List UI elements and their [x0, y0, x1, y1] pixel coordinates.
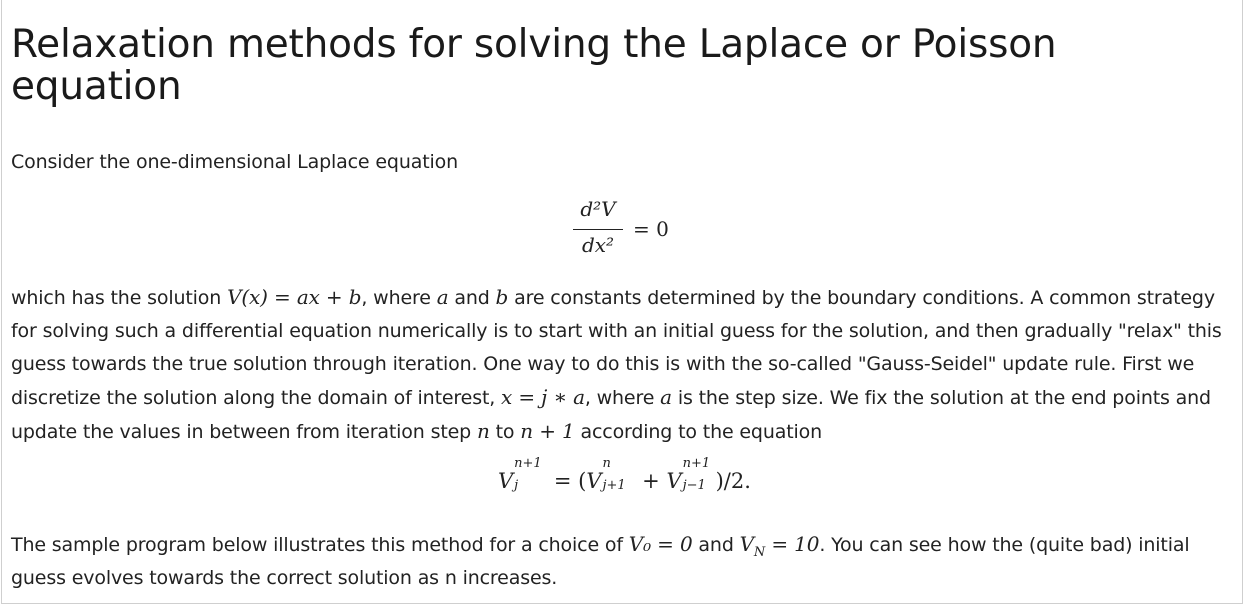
intro-paragraph: Consider the one-dimensional Laplace equation: [11, 151, 458, 173]
notebook-cell: [1, 0, 1243, 604]
eq-lhs-scripts: [513, 456, 547, 493]
text: . You can see how the (quite bad) initial guess evolves towards the correct solution as n increases.: [11, 534, 1190, 589]
eq-tail: )/2.: [715, 469, 751, 493]
math-v0: V₀ = 0: [628, 532, 693, 556]
math-n-plus-1: n + 1: [520, 419, 575, 443]
equation-numerator: d²V: [580, 197, 616, 221]
eq-lhs-sub: j: [514, 478, 519, 493]
eq-b-sup: n+1: [682, 456, 711, 471]
page-title: Relaxation methods for solving the Laplace or Poisson equation: [11, 22, 1057, 109]
math-solution: V(x) = ax + b: [227, 285, 362, 309]
eq-term-a: V: [586, 469, 602, 493]
eq-a-sub: j+1: [602, 478, 626, 493]
eq-b-sub: j−1: [682, 478, 706, 493]
eq-lhs-sup: n+1: [514, 456, 542, 471]
text: , where: [361, 287, 437, 309]
math-vn: [739, 532, 820, 560]
eq-equals: = (: [547, 469, 587, 493]
eq-a-sup: n: [602, 456, 611, 471]
math-b: b: [495, 285, 509, 309]
text: and: [448, 287, 496, 309]
sample-paragraph: [11, 528, 1229, 595]
method-paragraph: [11, 281, 1229, 449]
eq-lhs: V: [498, 469, 514, 493]
math-vn-rest: = 10: [765, 532, 820, 556]
text: , where: [584, 387, 661, 409]
math-a: a: [436, 285, 449, 309]
math-vn-sub: N: [753, 545, 766, 560]
math-discretization: x = j ∗ a: [501, 385, 585, 409]
text: is the step size. We fix the solution at the end points and update the values in between from iteration step: [11, 387, 1211, 443]
eq-term-b-scripts: [682, 456, 716, 493]
text: to: [489, 421, 521, 443]
text: are constants determined by the boundary conditions. A common strategy for solving such a differential equation numerically is to start with an initial guess for the solution, and then gradually "relax" this guess towards the true solution through iteration. One way to do this is with the so-called "Gauss-Seidel" update rule. First we discretize the solution along the domain of interest,: [11, 287, 1222, 409]
text: and: [692, 534, 740, 556]
text: according to the equation: [574, 421, 823, 443]
gauss-seidel-equation: [498, 456, 751, 493]
eq-plus: +: [635, 469, 667, 493]
equation-denominator: dx²: [581, 233, 615, 257]
equation-rhs: = 0: [633, 217, 669, 241]
math-vn-base: V: [739, 532, 754, 556]
eq-term-b: V: [666, 469, 682, 493]
text: The sample program below illustrates this method for a choice of: [11, 534, 629, 556]
math-n: n: [476, 419, 490, 443]
fraction-bar: [573, 229, 623, 230]
math-step: a: [660, 385, 672, 409]
text: which has the solution: [11, 287, 228, 309]
eq-term-a-scripts: [601, 456, 635, 493]
